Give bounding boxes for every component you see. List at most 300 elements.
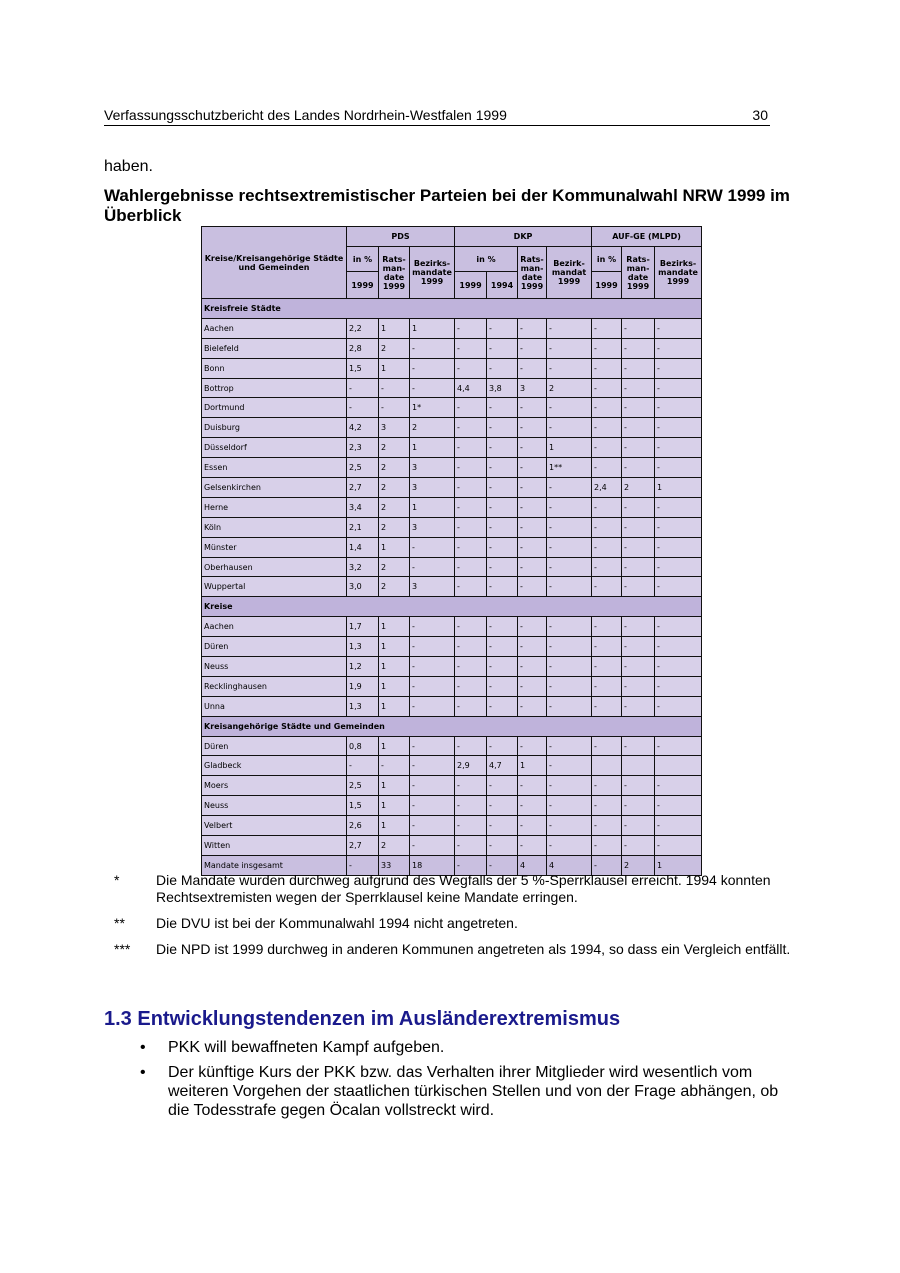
table-cell: - [487, 478, 518, 498]
pds-pct-head: in % [347, 247, 379, 272]
table-cell: - [655, 816, 702, 836]
table-cell: 2 [379, 497, 410, 517]
table-cell: - [622, 796, 655, 816]
table-cell: 3 [410, 458, 455, 478]
table-cell: - [592, 418, 622, 438]
table-cell: - [547, 497, 592, 517]
group-pds: PDS [347, 227, 455, 247]
table-cell: 3 [410, 478, 455, 498]
table-cell: - [592, 497, 622, 517]
table-cell: 1** [547, 458, 592, 478]
table-row [202, 617, 702, 637]
row-label: Düren [202, 736, 347, 756]
auf-year: 1999 [592, 272, 622, 299]
auf-pct-head: in % [592, 247, 622, 272]
table-cell: 1 [379, 637, 410, 657]
table-cell: - [487, 816, 518, 836]
table-cell: - [592, 617, 622, 637]
row-label: Unna [202, 696, 347, 716]
footnote-mark: *** [114, 941, 131, 957]
table-cell: - [622, 458, 655, 478]
table-cell: - [655, 557, 702, 577]
page-number: 30 [752, 107, 768, 123]
table-cell: - [410, 338, 455, 358]
table-cell: - [518, 577, 547, 597]
table-cell: - [410, 676, 455, 696]
table-cell: - [455, 497, 487, 517]
table-cell: - [547, 736, 592, 756]
table-cell: - [592, 736, 622, 756]
table-cell: - [547, 398, 592, 418]
table-cell: - [455, 617, 487, 637]
table-cell: - [622, 517, 655, 537]
table-cell: 1 [379, 736, 410, 756]
table-cell: 3 [518, 378, 547, 398]
table-cell: - [518, 358, 547, 378]
table-cell: 1 [655, 478, 702, 498]
table-cell: 2 [379, 577, 410, 597]
table-cell: 3,4 [347, 497, 379, 517]
table-cell: 2,4 [592, 478, 622, 498]
table-cell: - [518, 696, 547, 716]
table-cell: - [547, 816, 592, 836]
footnote-text: Die Mandate wurden durchweg aufgrund des Wegfalls der 5 %-Sperrklausel erreicht. 1994 konnten Rechtsextremisten wegen der Sperrklausel keine Mandate erringen. [156, 872, 771, 905]
table-cell: - [547, 478, 592, 498]
table-cell: - [487, 418, 518, 438]
table-row [202, 836, 702, 856]
table-cell: - [518, 338, 547, 358]
table-cell: - [592, 378, 622, 398]
table-cell: - [622, 816, 655, 836]
table-cell: - [655, 318, 702, 338]
table-cell: 3,8 [487, 378, 518, 398]
table-cell: 2 [379, 478, 410, 498]
table-cell: - [487, 736, 518, 756]
intro-text: haben. [104, 158, 153, 175]
table-cell: - [547, 517, 592, 537]
table-cell: - [518, 676, 547, 696]
table-cell: - [518, 318, 547, 338]
table-cell: - [410, 617, 455, 637]
dkp-pct-head: in % [455, 247, 518, 272]
table-cell: - [487, 338, 518, 358]
row-label: Aachen [202, 617, 347, 637]
table-row [202, 418, 702, 438]
table-cell: - [487, 537, 518, 557]
table-cell: 2 [622, 478, 655, 498]
row-label: Witten [202, 836, 347, 856]
table-cell: - [487, 836, 518, 856]
header-title: Verfassungsschutzbericht des Landes Nordrhein-Westfalen 1999 [104, 107, 507, 123]
table-cell: - [487, 796, 518, 816]
section-label: Kreisfreie Städte [202, 299, 702, 319]
table-cell: - [410, 756, 455, 776]
table-cell: 3,2 [347, 557, 379, 577]
table-cell: - [410, 657, 455, 677]
row-label: Bottrop [202, 378, 347, 398]
table-cell: - [455, 358, 487, 378]
table-row [202, 537, 702, 557]
table-cell: - [592, 657, 622, 677]
table-cell: 1 [379, 318, 410, 338]
row-label: Herne [202, 497, 347, 517]
table-cell: - [622, 338, 655, 358]
section-row [202, 299, 702, 319]
table-cell: 1* [410, 398, 455, 418]
table-cell: - [455, 418, 487, 438]
table-cell: - [547, 418, 592, 438]
table-cell: - [655, 418, 702, 438]
table-cell: - [379, 378, 410, 398]
table-cell: - [655, 537, 702, 557]
table-cell: - [410, 378, 455, 398]
table-cell: 3 [379, 418, 410, 438]
table-cell: - [655, 378, 702, 398]
table-cell: - [547, 676, 592, 696]
table-cell: - [655, 398, 702, 418]
table-cell: 1 [379, 657, 410, 677]
table-cell [622, 756, 655, 776]
table-cell: - [547, 696, 592, 716]
table-cell: - [487, 458, 518, 478]
table-cell: - [518, 557, 547, 577]
table-cell: - [655, 736, 702, 756]
table-cell: 2 [379, 338, 410, 358]
bullet-symbol: • [140, 1039, 146, 1056]
table-cell: - [410, 836, 455, 856]
table-cell: 2,9 [455, 756, 487, 776]
table-cell: 1 [379, 617, 410, 637]
table-cell: - [455, 776, 487, 796]
table-cell: - [592, 537, 622, 557]
table-cell: 3 [410, 517, 455, 537]
table-cell: 2,2 [347, 318, 379, 338]
table-cell: 2 [547, 378, 592, 398]
total-cell: 33 [379, 855, 410, 875]
section-heading: 1.3 Entwicklungstendenzen im Ausländerextremismus [104, 1008, 621, 1030]
table-cell: - [410, 816, 455, 836]
table-cell: - [487, 557, 518, 577]
table-cell: 2,7 [347, 836, 379, 856]
table-row [202, 517, 702, 537]
table-cell: - [455, 696, 487, 716]
table-cell: - [622, 657, 655, 677]
table-cell: 1,2 [347, 657, 379, 677]
table-cell: - [518, 537, 547, 557]
table-cell: - [410, 696, 455, 716]
row-label: Bielefeld [202, 338, 347, 358]
table-cell: - [518, 517, 547, 537]
table-cell: 1 [410, 497, 455, 517]
section-label: Kreise [202, 597, 702, 617]
footnote-mark: ** [114, 915, 125, 931]
table-cell: - [655, 696, 702, 716]
table-cell: - [487, 398, 518, 418]
table-cell: - [622, 497, 655, 517]
pds-year: 1999 [347, 272, 379, 299]
election-results-table [201, 226, 702, 876]
table-cell: - [655, 657, 702, 677]
table-cell: - [592, 816, 622, 836]
table-title: Wahlergebnisse rechtsextremistischer Parteien bei der Kommunalwahl NRW 1999 im Überblick [104, 186, 790, 225]
table-cell: - [487, 358, 518, 378]
bullet-text: Der künftige Kurs der PKK bzw. das Verhalten ihrer Mitglieder wird wesentlich vom weiteren Vorgehen der staatlichen türkischen Stellen und von der Frage abhängen, ob die Todesstrafe gegen Öcalan vollstreckt wird. [168, 1064, 779, 1119]
table-cell: - [622, 637, 655, 657]
table-cell: - [622, 557, 655, 577]
table-cell: 1 [379, 358, 410, 378]
table-cell: - [518, 776, 547, 796]
table-row [202, 577, 702, 597]
table-cell: - [455, 537, 487, 557]
table-cell: 1,7 [347, 617, 379, 637]
table-row [202, 358, 702, 378]
table-cell: 2 [410, 418, 455, 438]
table-cell: - [518, 418, 547, 438]
row-label: Gladbeck [202, 756, 347, 776]
table-cell: - [592, 318, 622, 338]
total-cell: - [455, 855, 487, 875]
table-cell: - [518, 497, 547, 517]
bullet-symbol: • [140, 1064, 146, 1081]
table-row [202, 756, 702, 776]
table-cell: 2 [379, 458, 410, 478]
table-cell: - [622, 438, 655, 458]
table-cell: - [518, 637, 547, 657]
table-cell: - [518, 398, 547, 418]
row-label: Aachen [202, 318, 347, 338]
table-cell: - [410, 736, 455, 756]
table-cell: - [487, 497, 518, 517]
table-cell: - [655, 458, 702, 478]
total-label: Mandate insgesamt [202, 855, 347, 875]
row-label: Neuss [202, 796, 347, 816]
table-cell: - [622, 318, 655, 338]
table-cell: - [547, 776, 592, 796]
table-cell: 1 [547, 438, 592, 458]
table-cell: - [547, 637, 592, 657]
table-row [202, 398, 702, 418]
table-cell: 1,4 [347, 537, 379, 557]
row-label: Bonn [202, 358, 347, 378]
table-cell: - [455, 816, 487, 836]
table-cell: 2,8 [347, 338, 379, 358]
total-cell: 4 [518, 855, 547, 875]
section-label: Kreisangehörige Städte und Gemeinden [202, 716, 702, 736]
table-cell: 1 [518, 756, 547, 776]
table-cell: - [455, 398, 487, 418]
table-cell: - [622, 617, 655, 637]
row-label: Düsseldorf [202, 438, 347, 458]
table-cell: - [655, 637, 702, 657]
row-label: Köln [202, 517, 347, 537]
table-row [202, 816, 702, 836]
table-cell: 2,5 [347, 458, 379, 478]
total-cell: 1 [655, 855, 702, 875]
table-cell: 1 [410, 318, 455, 338]
table-row [202, 676, 702, 696]
table-cell: - [592, 577, 622, 597]
total-cell: 4 [547, 855, 592, 875]
table-cell: - [622, 736, 655, 756]
table-cell: - [518, 816, 547, 836]
table-cell: - [410, 557, 455, 577]
table-cell: 2,5 [347, 776, 379, 796]
row-label: Recklinghausen [202, 676, 347, 696]
table-row [202, 637, 702, 657]
table-cell: - [487, 318, 518, 338]
table-cell: - [455, 517, 487, 537]
section-row [202, 597, 702, 617]
table-cell: - [622, 358, 655, 378]
auf-rats-head: Rats-man-date 1999 [622, 247, 655, 299]
table-cell: - [518, 478, 547, 498]
table-cell: 1,3 [347, 637, 379, 657]
table-row [202, 696, 702, 716]
table-cell: 4,2 [347, 418, 379, 438]
row-label: Dortmund [202, 398, 347, 418]
table-cell: - [592, 438, 622, 458]
table-cell: - [347, 378, 379, 398]
table-cell: - [655, 438, 702, 458]
table-cell: - [622, 836, 655, 856]
table-cell: - [592, 836, 622, 856]
table-cell: 2,6 [347, 816, 379, 836]
table-cell: - [547, 537, 592, 557]
total-cell: - [487, 855, 518, 875]
table-cell: - [487, 577, 518, 597]
table-cell: 1 [379, 676, 410, 696]
table-cell: - [455, 676, 487, 696]
table-row [202, 478, 702, 498]
table-cell: - [547, 617, 592, 637]
table-cell: - [518, 657, 547, 677]
table-cell: 2 [379, 517, 410, 537]
table-cell: 3,0 [347, 577, 379, 597]
table-cell: - [487, 637, 518, 657]
table-cell: - [592, 458, 622, 478]
table-cell: - [655, 676, 702, 696]
table-cell: 1 [379, 776, 410, 796]
row-label: Velbert [202, 816, 347, 836]
table-row [202, 796, 702, 816]
table-cell: - [410, 537, 455, 557]
table-cell: 2,1 [347, 517, 379, 537]
table-cell: 2,7 [347, 478, 379, 498]
table-cell: - [592, 776, 622, 796]
total-cell: - [592, 855, 622, 875]
total-cell: - [347, 855, 379, 875]
row-label: Essen [202, 458, 347, 478]
table-cell: - [487, 617, 518, 637]
table-cell: - [518, 438, 547, 458]
table-cell: 1 [379, 537, 410, 557]
table-cell: - [622, 378, 655, 398]
table-body [202, 299, 702, 876]
table-cell: 4,7 [487, 756, 518, 776]
total-cell: 2 [622, 855, 655, 875]
table-cell: - [455, 557, 487, 577]
section-row [202, 716, 702, 736]
table-cell: 1 [379, 796, 410, 816]
table-cell: - [347, 756, 379, 776]
table-cell: - [455, 577, 487, 597]
auf-bez-head: Bezirks-mandate 1999 [655, 247, 702, 299]
table-cell: - [592, 338, 622, 358]
table-cell: 1,9 [347, 676, 379, 696]
table-cell [592, 756, 622, 776]
table-cell: - [592, 398, 622, 418]
table-cell: - [455, 796, 487, 816]
table-cell: - [655, 577, 702, 597]
table-cell: - [518, 617, 547, 637]
table-cell: 2,3 [347, 438, 379, 458]
table-cell: - [455, 338, 487, 358]
table-cell: - [592, 676, 622, 696]
table-cell: - [518, 796, 547, 816]
table-cell: - [655, 497, 702, 517]
table-cell: 1 [379, 696, 410, 716]
dkp-bez-head: Bezirk-mandat 1999 [547, 247, 592, 299]
table-cell: 1 [379, 816, 410, 836]
table-cell: 1,5 [347, 796, 379, 816]
table-cell: - [622, 696, 655, 716]
table-cell: - [655, 776, 702, 796]
pds-bez-head: Bezirks-mandate 1999 [410, 247, 455, 299]
table-cell: 4,4 [455, 378, 487, 398]
table-cell: - [592, 696, 622, 716]
group-aufge: AUF-GE (MLPD) [592, 227, 702, 247]
dkp-rats-head: Rats-man-date 1999 [518, 247, 547, 299]
row-label: Düren [202, 637, 347, 657]
table-cell: - [547, 358, 592, 378]
table-cell: - [410, 637, 455, 657]
table-cell: - [455, 458, 487, 478]
row-label: Duisburg [202, 418, 347, 438]
table-cell: - [592, 796, 622, 816]
table-row [202, 557, 702, 577]
table-cell: - [455, 836, 487, 856]
table-row [202, 458, 702, 478]
table-cell: - [487, 776, 518, 796]
table-cell: - [347, 398, 379, 418]
table-cell: - [547, 657, 592, 677]
table-cell: - [518, 736, 547, 756]
footnote-text: Die NPD ist 1999 durchweg in anderen Kommunen angetreten als 1994, so dass ein Vergleich entfällt. [156, 941, 791, 957]
table-cell: - [655, 517, 702, 537]
table-cell: 2 [379, 836, 410, 856]
table-cell: - [487, 438, 518, 458]
row-label: Gelsenkirchen [202, 478, 347, 498]
table-cell: - [592, 637, 622, 657]
corner-label: Kreise/Kreisangehörige Städte und Gemeinden [202, 227, 347, 299]
table-cell: - [622, 776, 655, 796]
table-cell: - [410, 358, 455, 378]
table-cell [655, 756, 702, 776]
table-cell: 0,8 [347, 736, 379, 756]
page-header [104, 107, 770, 126]
table-cell: - [455, 657, 487, 677]
row-label: Moers [202, 776, 347, 796]
table-row [202, 497, 702, 517]
table-cell: - [622, 418, 655, 438]
table-cell: - [547, 836, 592, 856]
bullet-text: PKK will bewaffneten Kampf aufgeben. [168, 1039, 445, 1056]
table-cell: - [379, 756, 410, 776]
table-cell: - [547, 756, 592, 776]
table-cell: - [592, 517, 622, 537]
table-cell: - [455, 478, 487, 498]
table-cell: - [518, 458, 547, 478]
